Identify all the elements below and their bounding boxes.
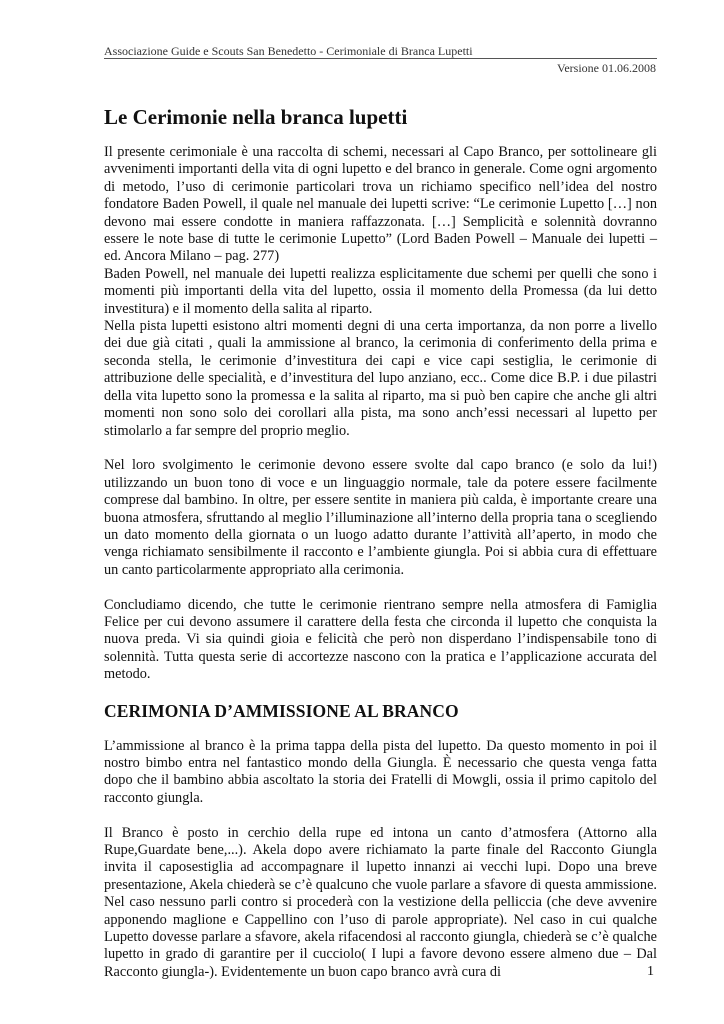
conclusion-paragraph: Concludiamo dicendo, che tutte le cerimonie rientrano sempre nella atmosfera di Famiglia Felice per cui devono assumere il carattere della festa che circonda il lupetto che conquista la nuova preda. Vi sia quindi gioia e felicità che però non disperdano l’indispensabile tono di solennità. Tutta questa serie di accortezze nascono con la pratica e l’applicazione accurata del metodo. bbox=[104, 596, 657, 683]
page-number: 1 bbox=[647, 964, 654, 979]
paragraph-gap bbox=[104, 807, 657, 824]
section-title: Le Cerimonie nella branca lupetti bbox=[104, 105, 408, 129]
running-header-title: Associazione Guide e Scouts San Benedetto - Cerimoniale di Branca Lupetti bbox=[104, 44, 473, 58]
admission-ceremony-heading: CERIMONIA D’AMMISSIONE AL BRANCO bbox=[104, 700, 459, 721]
header-rule bbox=[104, 58, 657, 59]
intro-paragraph-2: Baden Powell, nel manuale dei lupetti realizza esplicitamente due schemi per quelli che sono i momenti più importanti della vita del lupetto, ossia il momento della Promessa (da lui detto investitura) e il momento della salita al riparto. bbox=[104, 265, 657, 317]
intro-paragraph-3: Nella pista lupetti esistono altri momenti degni di una certa importanza, da non porre a livello dei due già citati , quali la ammissione al branco, la cerimonia di conferimento della prima e seconda stella, le cerimonie d’investitura dei capi e vice capi sestiglia, le cerimonie di attribuzione delle specialità, e d’investitura del lupo anziano, ecc.. Come dice B.P. i due pilastri della vita lupetto sono la promessa e la salita al riparto, ma si può ben capire che anche gli altri momenti non sono solo dei corollari alla pista, ma sono anch’essi necessari al lupetto per stimolarlo a far sempre del proprio meglio. bbox=[104, 318, 657, 439]
running-header-version: Versione 01.06.2008 bbox=[557, 61, 656, 75]
document-body bbox=[104, 104, 657, 981]
admission-procedure-paragraph: Il Branco è posto in cerchio della rupe ed intona un canto d’atmosfera (Attorno alla Rupe,Guardate bene,...). Akela dopo avere richiamato la parte finale del Racconto Giungla invita il caposestiglia ad accompagnare il lupetto innanzi ai vecchi lupi. Dopo una breve presentazione, Akela chiederà se c’è qualcuno che vuole parlare a sfavore di questa ammissione. Nel caso nessuno parli contro si procederà con la vestizione della pelliccia (che deve avvenire apponendo maglione e Cappellino con l’uso di parole appropriate). Nel caso in cui qualche Lupetto dovesse parlare a sfavore, akela rifacendosi al racconto giungla, chiederà se c’è qualche lupetto in grado di garantire per il cucciolo( I lupi a favore devono essere almeno due – Dal Racconto giungla-). Evidentemente un buon capo branco avrà cura di bbox=[104, 824, 657, 980]
admission-intro-paragraph: L’ammissione al branco è la prima tappa della pista del lupetto. Da questo momento in poi il nostro bimbo entra nel fantastico mondo della Giungla. È necessario che questa venga fatta dopo che il bambino abbia ascoltato la storia dei Fratelli di Mowgli, ossia il primo capitolo del racconto giungla. bbox=[104, 737, 657, 806]
ceremony-style-paragraph: Nel loro svolgimento le cerimonie devono essere svolte dal capo branco (e solo da lui!) utilizzando un buon tono di voce e un linguaggio normale, tale da potere essere facilmente comprese dal bambino. In oltre, per essere sentite in maniera più calda, è importante creare una buona atmosfera, sfruttando al meglio l’illuminazione all’interno della propria tana o scegliendo un dato momento della giornata o un luogo adatto durante l’attività all’aperto, in modo che venga richiamato sensibilmente il racconto e l’ambiente giungla. Poi si abbia cura di effettuare un canto particolarmente appropriato alla cerimonia. bbox=[104, 457, 657, 578]
paragraph-gap bbox=[104, 579, 657, 596]
intro-paragraph-1: Il presente cerimoniale è una raccolta di schemi, necessari al Capo Branco, per sottolineare gli avvenimenti importanti della vita di ogni lupetto e del branco in generale. Come ogni argomento di metodo, l’uso di cerimonie particolari trova un richiamo specifico nell’idea del nostro fondatore Baden Powell, il quale nel manuale dei lupetti scrive: “Le cerimonie Lupetto […] non devono mai essere condotte in maniera raffazzonata. […] Semplicità e solennità dovranno essere le note base di tutte le cerimonie Lupetto” (Lord Baden Powell – Manuale dei lupetti – ed. Ancora Milano – pag. 277) bbox=[104, 144, 657, 265]
paragraph-gap bbox=[104, 440, 657, 457]
